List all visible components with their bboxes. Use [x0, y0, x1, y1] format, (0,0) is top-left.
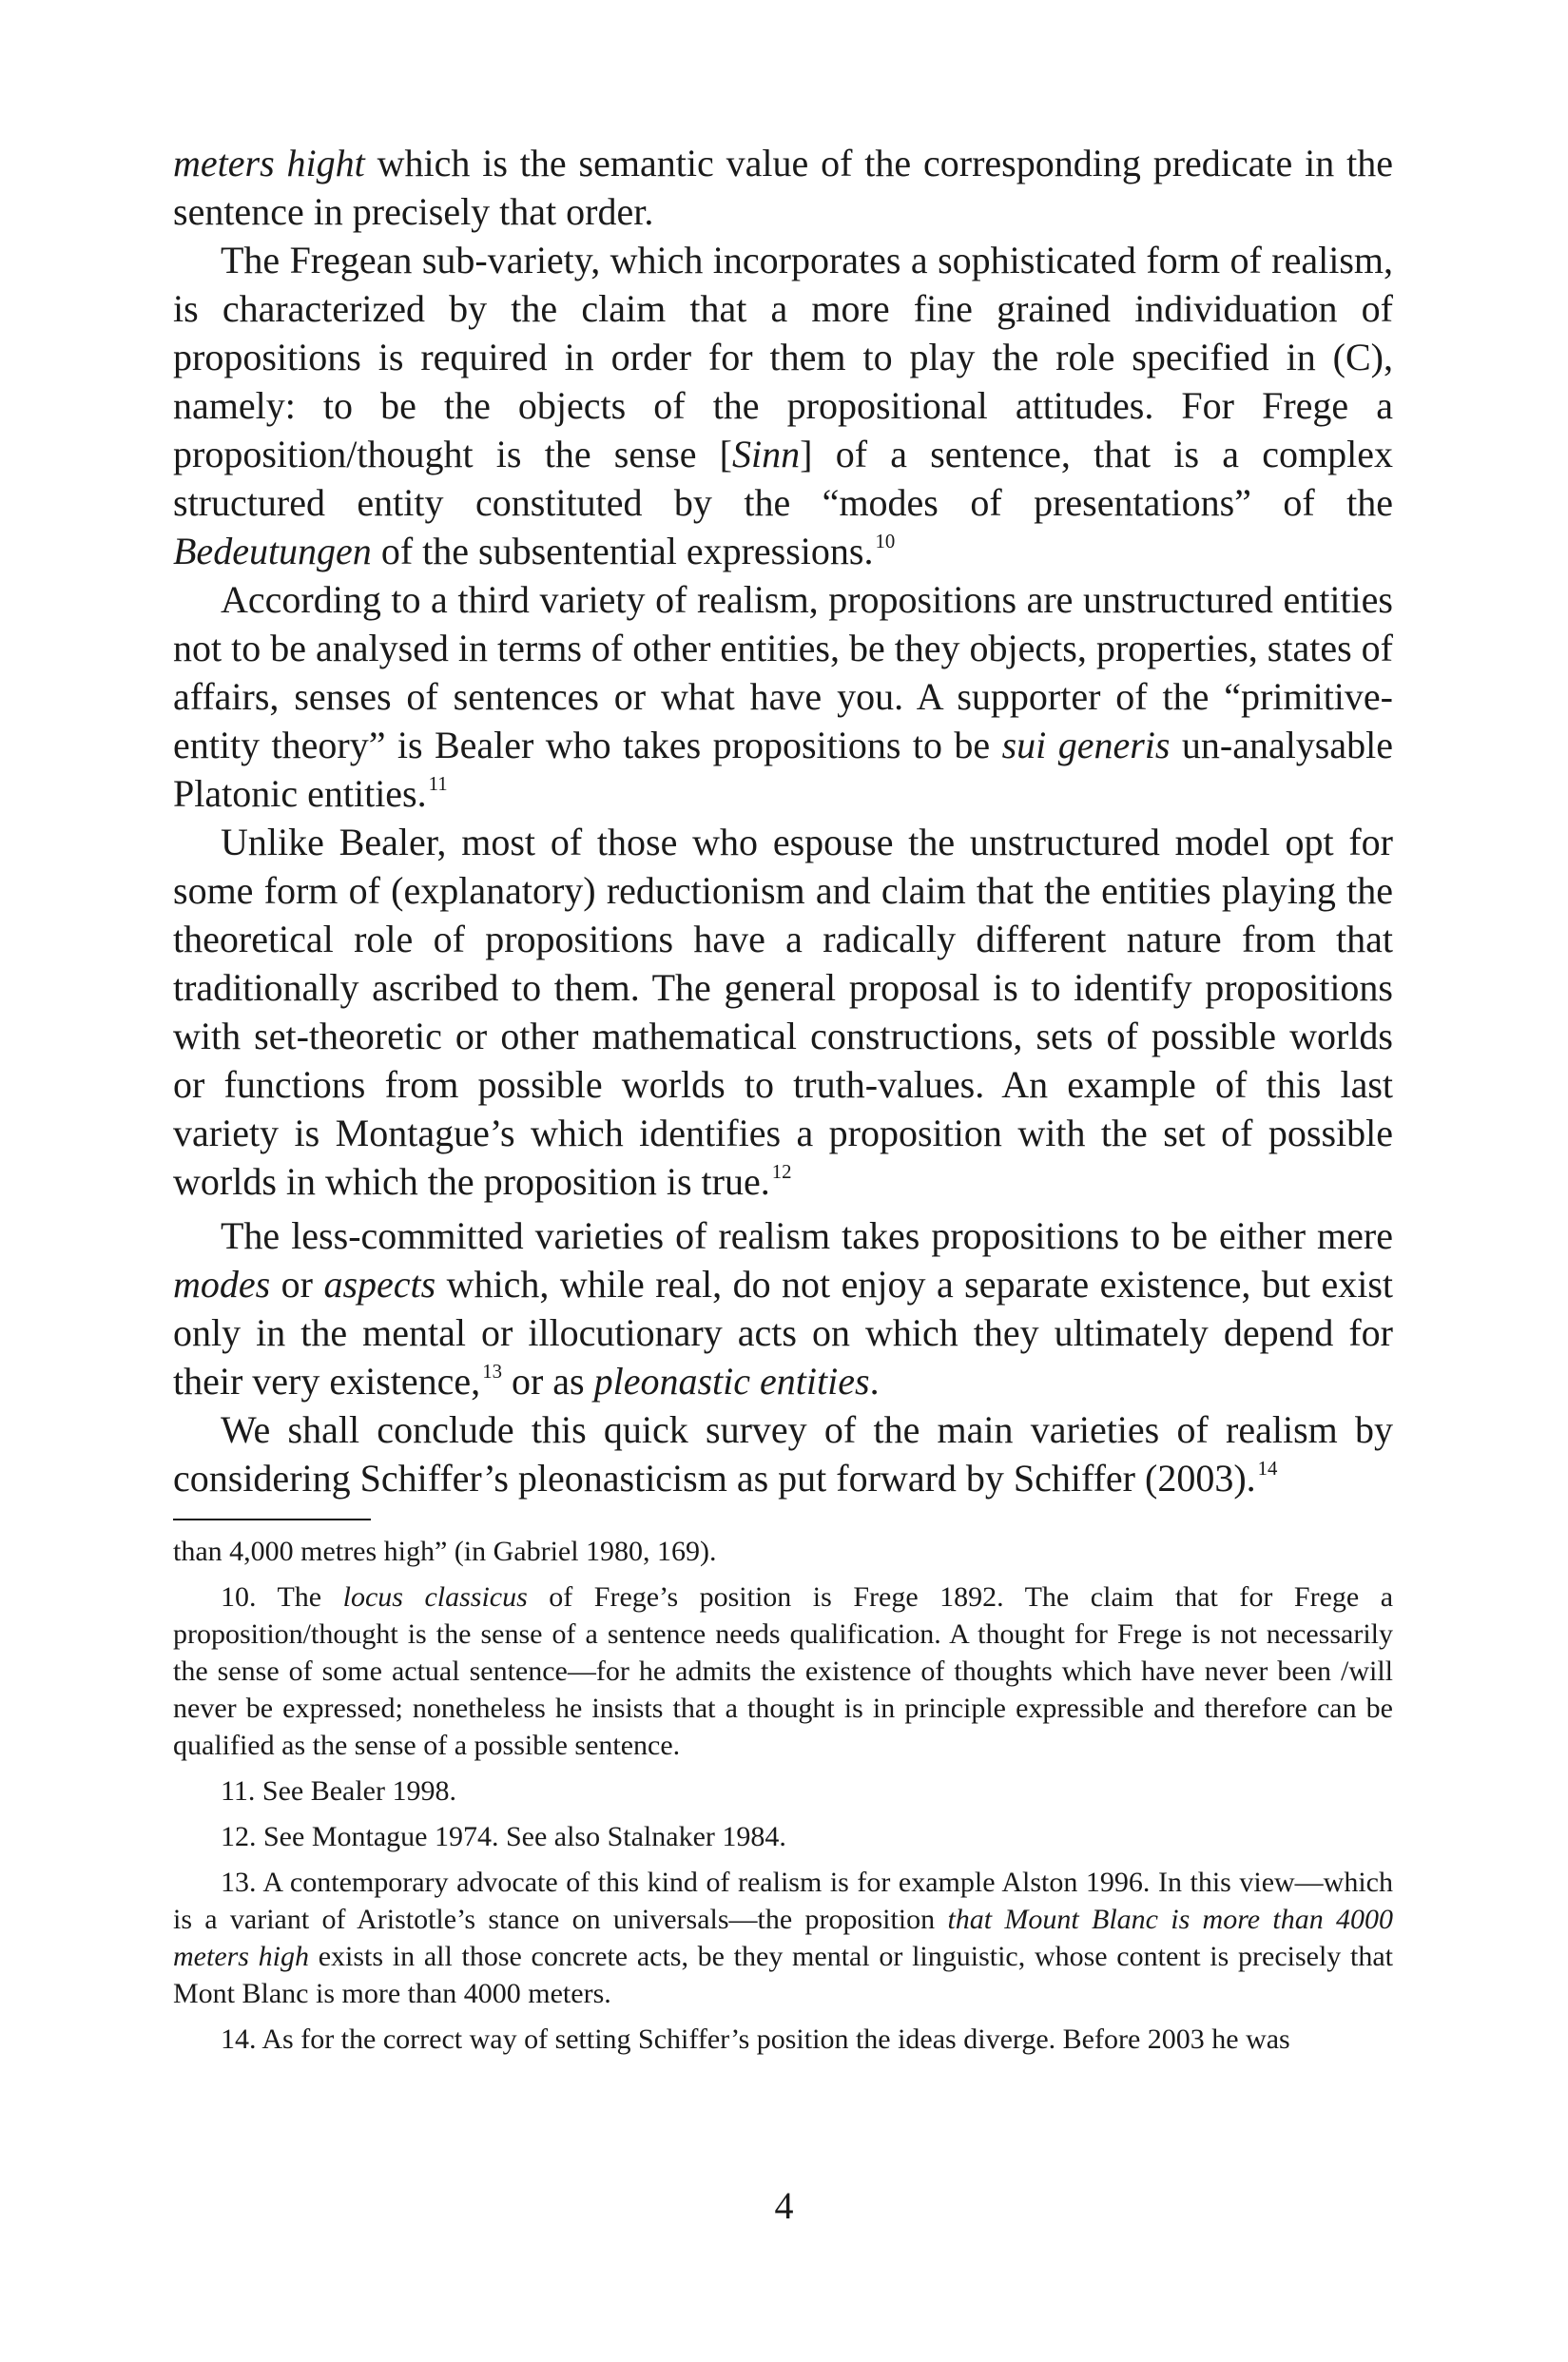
text-run: ] of a sentence, that is a complex structured entity constituted by the “modes of presentations” of the [173, 433, 1393, 524]
footnote-14 [173, 2021, 1393, 2058]
text-run: The Fregean sub-variety, which incorporates a sophisticated form of realism, is characterized by the claim that a more fine grained individuation of propositions is required in order for them to play the role specified in (C), namely: to be the objects of the propositional attitudes. For Frege a proposition/thought is the sense [ [173, 239, 1393, 475]
page-number: 4 [774, 2184, 794, 2227]
italic-term: pleonastic entities [593, 1360, 870, 1403]
footnotes [173, 1533, 1393, 2066]
footnote-separator [173, 1519, 371, 1520]
paragraph-reductionism [173, 818, 1393, 1206]
italic-term: modes [173, 1263, 271, 1306]
footnote-11 [173, 1772, 1393, 1810]
text-run: un-analysable Platonic entities. [173, 724, 1393, 815]
text-run: or [270, 1263, 324, 1306]
footnote-ref-12[interactable]: 12 [771, 1160, 792, 1183]
footnote-text: As for the correct way of setting Schiffer’s position the ideas diverge. Before 2003 he was [261, 2023, 1290, 2055]
footnote-text: of Frege’s position is Frege 1892. The claim that for Frege a proposition/thought is the sense of a sentence needs qualification. A thought for Frege is not necessarily the sense of some actual sentence—for he admits the existence of thoughts which have never been /will never be expressed; nonetheless he insists that a thought is in principle expressible and therefore can be qualified as the sense of a possible sentence. [173, 1581, 1394, 1761]
footnote-13 [173, 1864, 1393, 2012]
text-run: We shall conclude this quick survey of the main varieties of realism by considering Schiffer’s pleonasticism as put forward by Schiffer (2003). [173, 1408, 1393, 1500]
italic-term: aspects [323, 1263, 436, 1306]
footnote-ref-13[interactable]: 13 [482, 1360, 502, 1383]
footnote-number: 13. [221, 1867, 257, 1898]
paragraph-continued [173, 139, 1393, 236]
text-run: Unlike Bealer, most of those who espouse the unstructured model opt for some form of (explanatory) reductionism and claim that the entities playing the theoretical role of propositions have a radically different nature from that traditionally ascribed to them. The general proposal is to identify propositions with set-theoretic or other mathematical constructions, sets of possible worlds or functions from possible worlds to truth-values. An example of this last variety is Montague’s which identifies a proposition with the set of possible worlds in which the proposition is true. [173, 821, 1393, 1203]
footnote-text: See Bealer 1998. [261, 1775, 456, 1807]
paragraph-primitive-entity [173, 575, 1393, 818]
italic-phrase: that Mount Blanc is more than 4000 meters high [173, 1904, 1394, 1972]
footnote-number: 10. [221, 1581, 257, 1613]
paragraph-less-committed [173, 1211, 1393, 1405]
footnote-number: 12. [221, 1821, 257, 1852]
paragraph-conclusion [173, 1405, 1393, 1502]
footnote-text: A contemporary advocate of this kind of realism is for example Alston 1996. In this view—which is a variant of Aristotle’s stance on universals—the proposition [173, 1867, 1393, 1935]
footnote-text: See Montague 1974. See also Stalnaker 1984. [263, 1821, 786, 1852]
footnote-continued [173, 1533, 1393, 1570]
footnote-number: 11. [221, 1775, 256, 1807]
footnote-ref-14[interactable]: 14 [1257, 1457, 1278, 1480]
text-run: of the subsentential expressions. [371, 530, 874, 572]
italic-term: Sinn [732, 433, 801, 475]
text-run: which is the semantic value of the corresponding predicate in the sentence in precisely that order. [173, 142, 1393, 233]
footnote-text: exists in all those concrete acts, be they mental or linguistic, whose content is precisely that Mont Blanc is more than 4000 meters. [173, 1941, 1393, 2009]
text-run: or as [501, 1360, 594, 1403]
italic-term: Bedeutungen [173, 530, 372, 572]
footnote-ref-10[interactable]: 10 [875, 530, 896, 552]
footnote-12 [173, 1818, 1393, 1855]
footnote-text: The [277, 1581, 343, 1613]
italic-phrase: meters hight [173, 142, 365, 184]
paragraph-fregean [173, 236, 1393, 575]
footnote-text: than 4,000 metres high” (in Gabriel 1980, 169). [173, 1536, 717, 1567]
footnote-ref-11[interactable]: 11 [428, 772, 448, 795]
italic-term: sui generis [1001, 724, 1171, 766]
text-run: The less-committed varieties of realism takes propositions to be either mere [221, 1214, 1393, 1257]
footnote-number: 14. [221, 2023, 257, 2055]
text-run: According to a third variety of realism, propositions are unstructured entities not to be analysed in terms of other entities, be they objects, properties, states of affairs, senses of sentences or what have you. A supporter of the “primitive-entity theory” is Bealer who takes propositions to be [173, 578, 1393, 766]
text-run: . [869, 1360, 880, 1403]
text-run: which, while real, do not enjoy a separate existence, but exist only in the mental or illocutionary acts on which they ultimately depend for their very existence, [173, 1263, 1393, 1403]
main-text [173, 139, 1393, 1502]
italic-term: locus classicus [342, 1581, 528, 1613]
footnote-10 [173, 1578, 1393, 1764]
